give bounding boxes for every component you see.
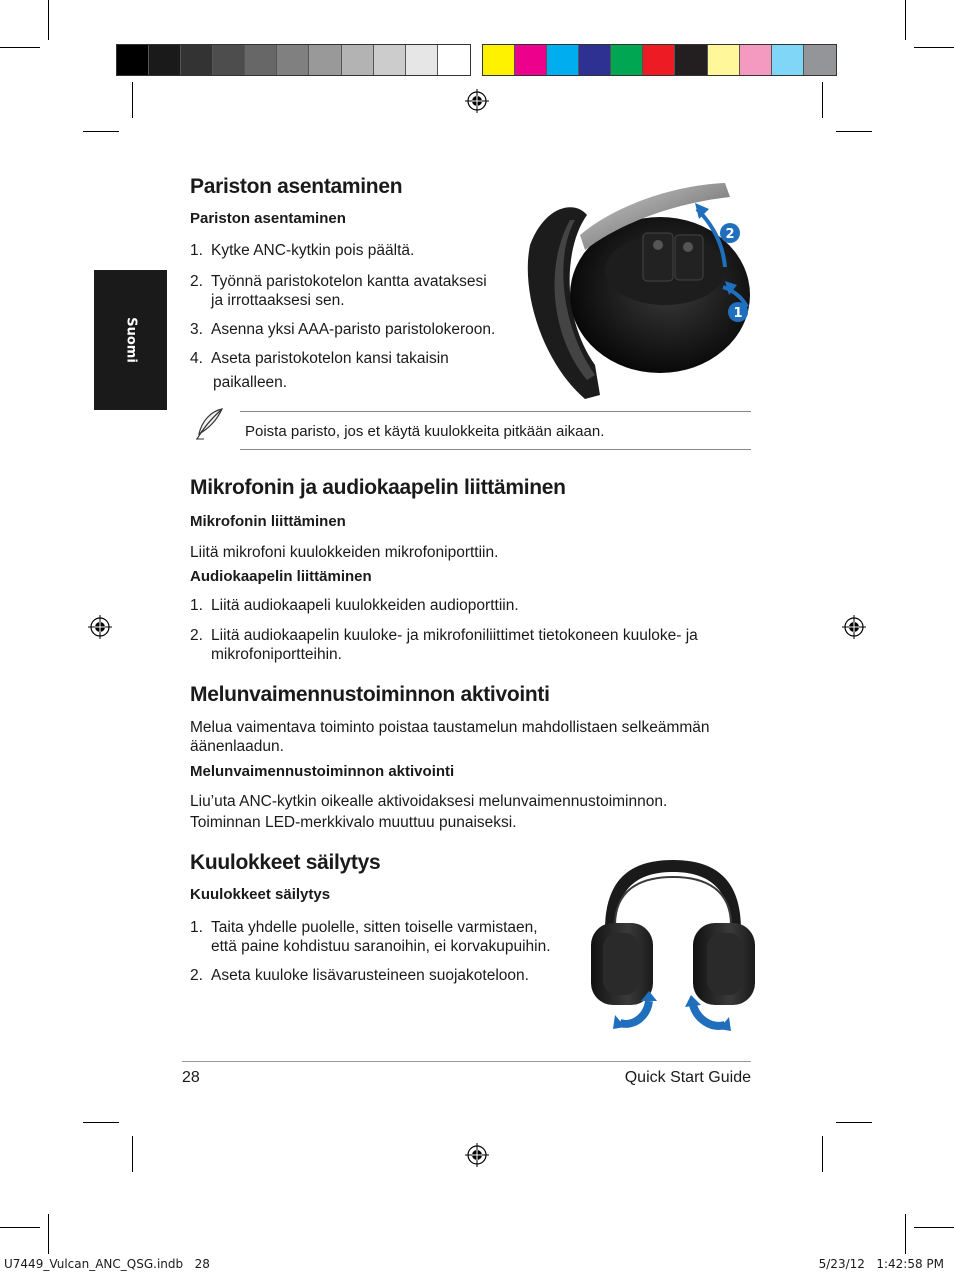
step-number: 1. [190, 919, 203, 936]
step-text: ja irrottaaksesi sen. [211, 292, 345, 309]
crop-mark [132, 82, 133, 118]
step-number: 3. [190, 321, 203, 338]
section-title-storage: Kuulokkeet säilytys [190, 851, 381, 874]
color-swatch [213, 45, 245, 75]
color-swatch [579, 45, 611, 75]
section-subtitle-anc: Melunvaimennustoiminnon aktivointi [190, 763, 455, 780]
crop-mark [0, 47, 40, 48]
step-text: mikrofoniportteihin. [211, 646, 342, 663]
headphones-folding-illustration [585, 855, 760, 1035]
step-number: 1. [190, 597, 203, 614]
slug-datetime: 5/23/12 1:42:58 PM [818, 1257, 944, 1271]
step-text: Työnnä paristokotelon kantta avataksesi [211, 273, 487, 290]
crop-mark [905, 1214, 906, 1254]
registration-mark-icon [842, 615, 866, 639]
crop-mark [836, 1122, 872, 1123]
registration-mark-icon [465, 1143, 489, 1167]
slug-filename: U7449_Vulcan_ANC_QSG.indb 28 [4, 1257, 210, 1271]
step-number: 2. [190, 273, 203, 290]
color-swatch [547, 45, 579, 75]
crop-mark [0, 1227, 40, 1228]
crop-mark [83, 131, 119, 132]
step-text: Aseta paristokotelon kansi takaisin [211, 350, 449, 367]
footer-rule [182, 1061, 751, 1062]
anc-text: Liu’uta ANC-kytkin oikealle aktivoidaksesi melunvaimennustoiminnon. [190, 793, 668, 810]
step-number: 1. [190, 242, 203, 259]
color-swatch [515, 45, 547, 75]
crop-mark [83, 1122, 119, 1123]
crop-mark [48, 0, 49, 40]
anc-intro: Melua vaimentava toiminto poistaa taustamelun mahdollistaen selkeämmän [190, 719, 710, 736]
color-swatch [181, 45, 213, 75]
step-number: 2. [190, 627, 203, 644]
color-swatch [342, 45, 374, 75]
section-subtitle-audio: Audiokaapelin liittäminen [190, 568, 372, 585]
color-swatch [643, 45, 675, 75]
note-text: Poista paristo, jos et käytä kuulokkeita pitkään aikaan. [245, 423, 605, 440]
callout-1: 1 [733, 306, 743, 321]
callout-2: 2 [725, 227, 735, 242]
note-bottom-rule [240, 449, 751, 450]
color-swatch [277, 45, 309, 75]
crop-mark [822, 1136, 823, 1172]
step-text: paikalleen. [213, 374, 288, 391]
step-number: 4. [190, 350, 203, 367]
color-swatch [438, 45, 470, 75]
color-swatch [675, 45, 707, 75]
section-subtitle-storage: Kuulokkeet säilytys [190, 886, 331, 903]
color-swatch [611, 45, 643, 75]
crop-mark [836, 131, 872, 132]
battery-compartment-illustration [525, 175, 755, 400]
language-label: Suomi [123, 317, 138, 363]
crop-mark [132, 1136, 133, 1172]
registration-mark-icon [465, 89, 489, 113]
section-subtitle-battery: Pariston asentaminen [190, 210, 346, 227]
color-swatch [406, 45, 438, 75]
color-calibration-bar [482, 44, 837, 76]
step-text: Taita yhdelle puolelle, sitten toiselle varmistaen, [211, 919, 538, 936]
mic-text: Liitä mikrofoni kuulokkeiden mikrofoniporttiin. [190, 544, 499, 561]
color-swatch [117, 45, 149, 75]
step-text: että paine kohdistuu saranoihin, ei korvakupuihin. [211, 938, 551, 955]
color-swatch [374, 45, 406, 75]
section-title-anc: Melunvaimennustoiminnon aktivointi [190, 683, 550, 706]
color-swatch [483, 45, 515, 75]
step-text: Aseta kuuloke lisävarusteineen suojakoteloon. [211, 967, 529, 984]
section-subtitle-mic: Mikrofonin liittäminen [190, 513, 346, 530]
gray-calibration-bar [116, 44, 471, 76]
color-swatch [740, 45, 772, 75]
color-swatch [708, 45, 740, 75]
crop-mark [914, 47, 954, 48]
registration-mark-icon [88, 615, 112, 639]
color-swatch [804, 45, 836, 75]
anc-intro: äänenlaadun. [190, 738, 284, 755]
section-title-mic-audio: Mikrofonin ja audiokaapelin liittäminen [190, 476, 566, 499]
note-top-rule [240, 411, 751, 412]
note-feather-icon [192, 406, 228, 442]
step-text: Asenna yksi AAA-paristo paristolokeroon. [211, 321, 496, 338]
step-text: Liitä audiokaapelin kuuloke- ja mikrofoniliittimet tietokoneen kuuloke- ja [211, 627, 698, 644]
step-text: Kytke ANC-kytkin pois päältä. [211, 242, 415, 259]
step-number: 2. [190, 967, 203, 984]
language-side-tab [94, 270, 167, 410]
anc-text: Toiminnan LED-merkkivalo muuttuu punaiseksi. [190, 814, 517, 831]
section-title-battery: Pariston asentaminen [190, 175, 403, 198]
crop-mark [822, 82, 823, 118]
crop-mark [914, 1227, 954, 1228]
crop-mark [48, 1214, 49, 1254]
color-swatch [309, 45, 341, 75]
color-swatch [245, 45, 277, 75]
color-swatch [772, 45, 804, 75]
crop-mark [905, 0, 906, 40]
guide-title: Quick Start Guide [624, 1069, 751, 1086]
step-text: Liitä audiokaapeli kuulokkeiden audioporttiin. [211, 597, 519, 614]
color-swatch [149, 45, 181, 75]
page-number: 28 [182, 1069, 200, 1086]
